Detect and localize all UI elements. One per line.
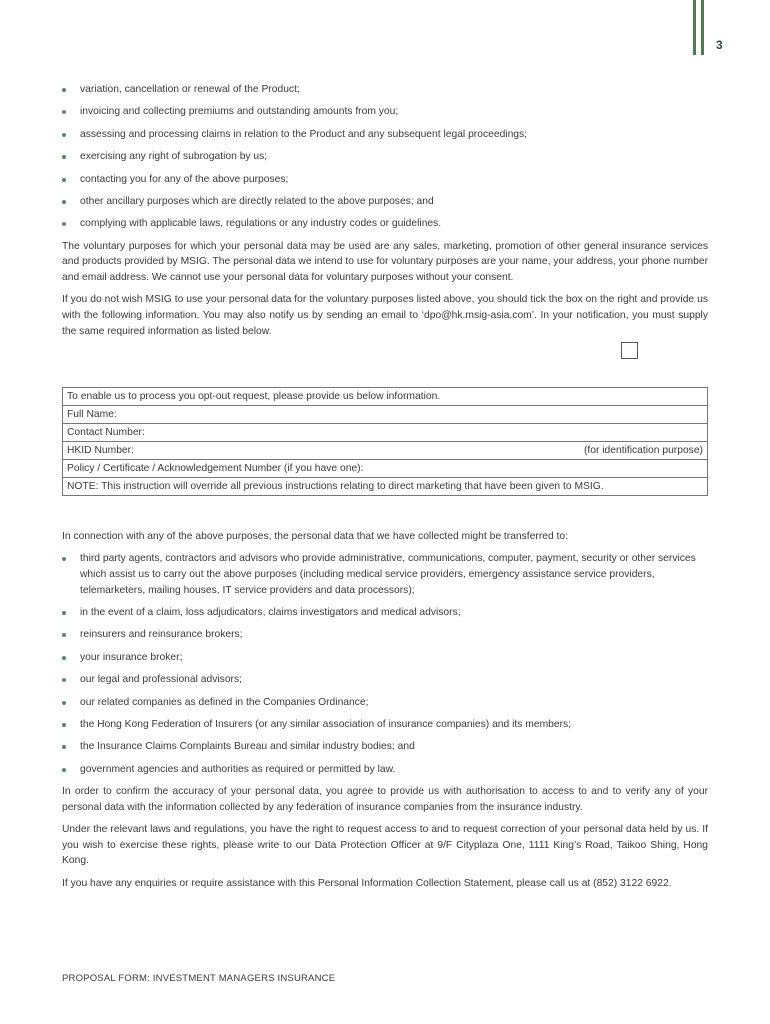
upper-content (62, 82, 708, 346)
lower-content (62, 529, 708, 898)
hkid-note: (for identification purpose) (583, 445, 703, 456)
list-item: third party agents, contractors and advisors who provide administrative, communications, computer, payment, security or other services which assist us to carry out the above purposes (including medical service providers, emergency assistance service providers, telemarketers, mailing houses, IT service providers and data processors); (62, 551, 708, 598)
list-item: in the event of a claim, loss adjudicators, claims investigators and medical advisors; (62, 605, 708, 621)
policy-number-field[interactable]: Policy / Certificate / Acknowledgement Number (if you have one): (63, 460, 708, 478)
decorative-line-right (701, 0, 704, 55)
opt-out-checkbox[interactable] (621, 342, 638, 359)
list-item: the Hong Kong Federation of Insurers (or any similar association of insurance companies) and its members; (62, 717, 708, 733)
purpose-list (62, 82, 708, 232)
enquiries-paragraph: If you have any enquiries or require assistance with this Personal Information Collection Statement, please call us at (852) 3122 6922. (62, 877, 672, 889)
contact-number-field[interactable]: Contact Number: (63, 424, 708, 442)
hkid-number-field[interactable] (63, 442, 708, 460)
access-rights-paragraph: Under the relevant laws and regulations, you have the right to request access to and to request correction of your personal data held by us. If you wish to exercise these rights, please write to our Data Protection Officer at 9/F Cityplaza One, 1111 King’s Road, Taikoo Shing, Hong Kong. (62, 824, 708, 867)
opt-out-paragraph: If you do not wish MSIG to use your personal data for the voluntary purposes listed above, you should tick the box on the right and provide us with the following information. You may also notify us by sending an email to ‘dpo@hk.msig-asia.com’. In your notification, you must supply the same required information as listed below. (62, 294, 708, 337)
list-item: our legal and professional advisors; (62, 672, 708, 688)
page-footer: PROPOSAL FORM: INVESTMENT MANAGERS INSURANCE (62, 973, 336, 984)
decorative-line-left (693, 0, 696, 55)
authorisation-paragraph: In order to confirm the accuracy of your personal data, you agree to provide us with authorisation to access to and to verify any of your personal data with the information collected by any federation of insurance companies from the insurance industry. (62, 786, 708, 813)
opt-out-intro: To enable us to process you opt-out request, please provide us below information. (63, 388, 708, 406)
list-item: other ancillary purposes which are directly related to the above purposes; and (62, 194, 708, 210)
hkid-label: HKID Number: (67, 445, 134, 456)
list-item: the Insurance Claims Complaints Bureau and similar industry bodies; and (62, 739, 708, 755)
list-item: exercising any right of subrogation by us; (62, 149, 708, 165)
list-item: variation, cancellation or renewal of the Product; (62, 82, 708, 98)
transfer-list (62, 551, 708, 777)
voluntary-purposes-paragraph: The voluntary purposes for which your personal data may be used are any sales, marketing, promotion of other general insurance services and products provided by MSIG. The personal data we intend to use for voluntary purposes are your name, your address, your phone number and email address. We cannot use your personal data for voluntary purposes without your consent. (62, 240, 708, 283)
list-item: reinsurers and reinsurance brokers; (62, 627, 708, 643)
list-item: complying with applicable laws, regulations or any industry codes or guidelines. (62, 216, 708, 232)
list-item: your insurance broker; (62, 650, 708, 666)
opt-out-note: NOTE: This instruction will override all previous instructions relating to direct marketing that have been given to MSIG. (63, 478, 708, 496)
opt-out-form-table (62, 387, 708, 496)
list-item: assessing and processing claims in relation to the Product and any subsequent legal proceedings; (62, 127, 708, 143)
list-item: our related companies as defined in the Companies Ordinance; (62, 695, 708, 711)
full-name-field[interactable]: Full Name: (63, 406, 708, 424)
list-item: invoicing and collecting premiums and outstanding amounts from you; (62, 104, 708, 120)
list-item: government agencies and authorities as required or permitted by law. (62, 762, 708, 778)
transfer-paragraph: In connection with any of the above purposes, the personal data that we have collected might be transferred to: (62, 531, 569, 542)
list-item: contacting you for any of the above purposes; (62, 172, 708, 188)
page-number: 3 (716, 38, 723, 52)
